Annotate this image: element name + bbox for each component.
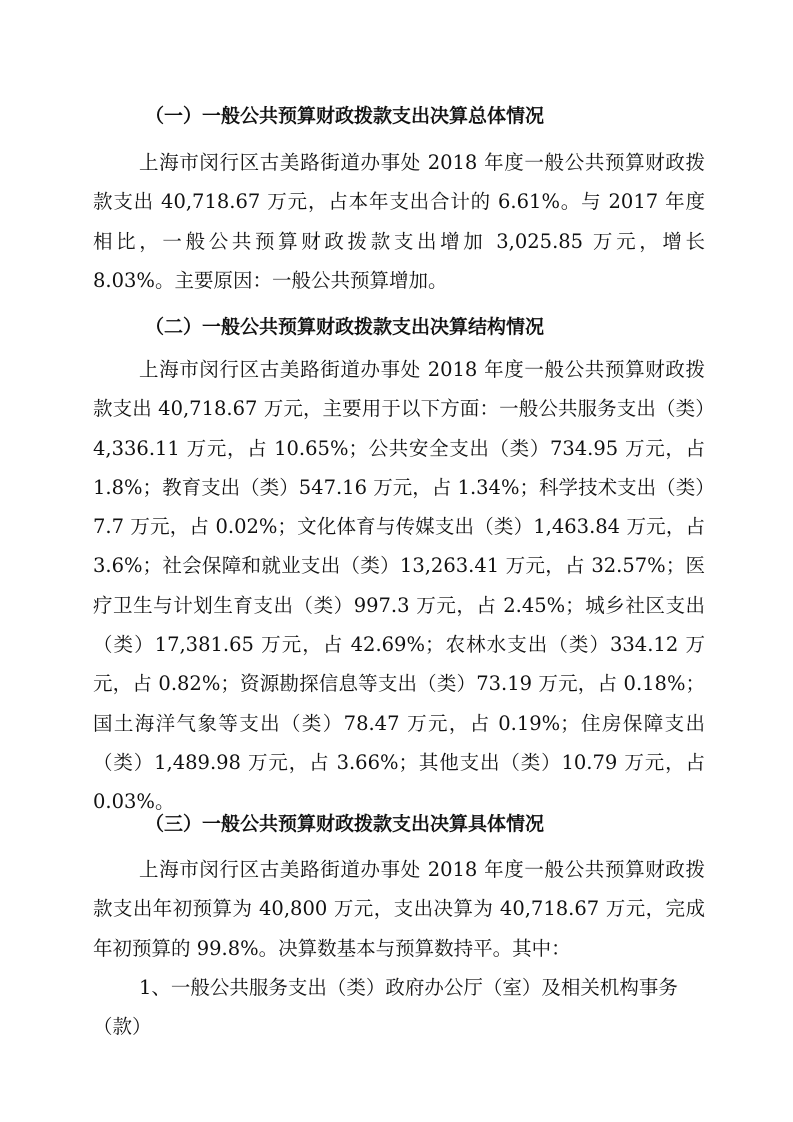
section-heading-structure: （二）一般公共预算财政拨款支出决算结构情况 [145,316,545,338]
paragraph-overall: 上海市闵行区古美路街道办事处 2018 年度一般公共预算财政拨款支出 40,718.67 万元，占本年支出合计的 6.61%。与 2017 年度相比，一般公共预算财政拨款支出增加 3,025.85 万元，增长 8.03%。主要原因：一般公共预算增加。 [93,151,705,292]
paragraph-structure: 上海市闵行区古美路街道办事处 2018 年度一般公共预算财政拨款支出 40,718.67 万元，主要用于以下方面：一般公共服务支出（类）4,336.11 万元，占 10.65%；公共安全支出（类）734.95 万元，占 1.8%；教育支出（类）547.16 万元，占 1.34%；科学技术支出（类）7.7 万元，占 0.02%；文化体育与传媒支出（类）1,463.84 万元，占 3.6%；社会保障和就业支出（类）13,263.41 万元，占 32.57%；医疗卫生与计划生育支出（类）997.3 万元，占 2.45%；城乡社区支出（类）17,381.65 万元，占 42.69%；农林水支出（类）334.12 万元，占 0.82%；资源勘探信息等支出（类）73.19 万元，占 0.18%；国土海洋气象等支出（类）78.47 万元，占 0.19%；住房保障支出（类）1,489.98 万元，占 3.66%；其他支出（类）10.79 万元，占 0.03%。 [93,358,705,814]
paragraph-detail: 上海市闵行区古美路街道办事处 2018 年度一般公共预算财政拨款支出年初预算为 40,800 万元，支出决算为 40,718.67 万元，完成年初预算的 99.8%。决算数基本与预算数持平。其中： [93,858,705,960]
list-item-general-public-services: 1、一般公共服务支出（类）政府办公厅（室）及相关机构事务（款） [93,976,678,1039]
section-heading-overall: （一）一般公共预算财政拨款支出决算总体情况 [145,105,545,127]
section-heading-detail: （三）一般公共预算财政拨款支出决算具体情况 [145,813,545,835]
